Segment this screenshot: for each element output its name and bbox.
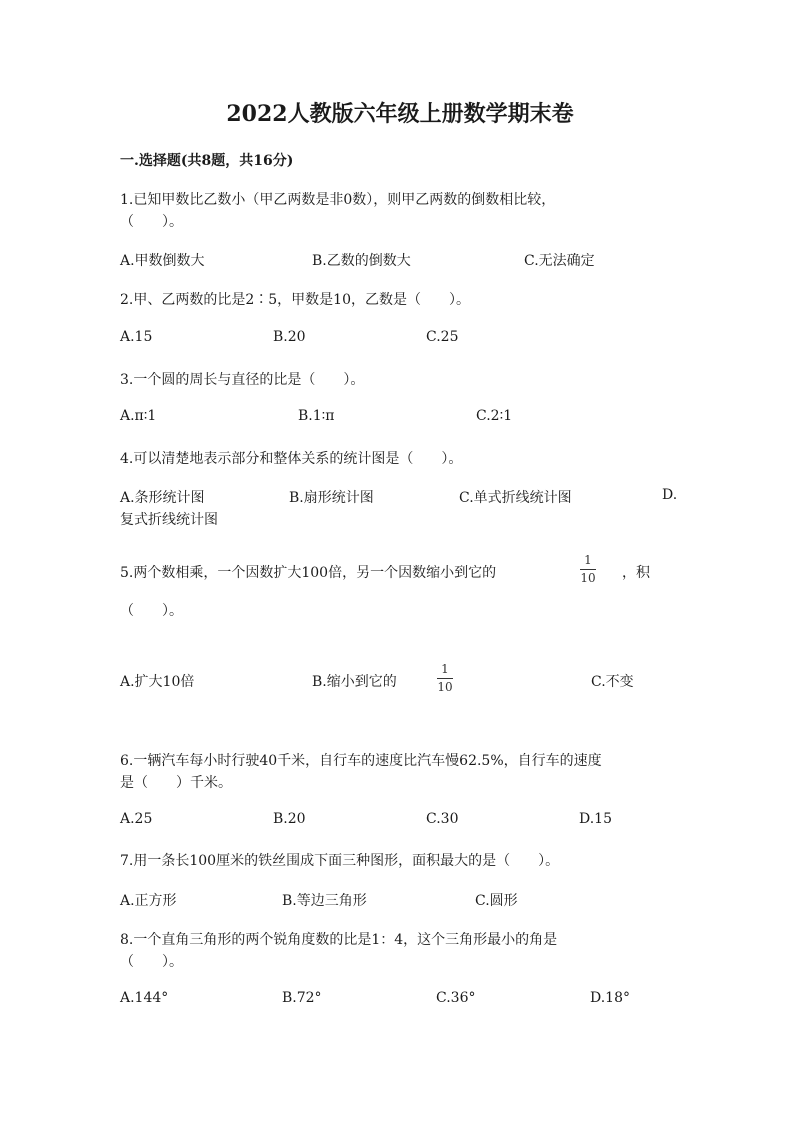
question-7-text: 7.用一条长100厘米的铁丝围成下面三种图形，面积最大的是（ ）。 [120, 853, 560, 869]
question-6-blank: 是（ ）千米。 [120, 775, 232, 791]
question-5-text-tail: ，积 [622, 565, 650, 581]
q7-option-b: B.等边三角形 [282, 893, 367, 909]
q2-option-c: C.25 [426, 329, 459, 345]
q7-option-a: A.正方形 [120, 893, 177, 909]
q4-option-c: C.单式折线统计图 [459, 490, 572, 506]
q4-option-b: B.扇形统计图 [289, 490, 374, 506]
q5-fraction [580, 554, 596, 585]
q2-option-b: B.20 [273, 329, 306, 345]
question-1-blank: （ ）。 [120, 214, 183, 230]
section-heading: 一.选择题(共8题，共16分) [120, 153, 294, 169]
q5-option-a: A.扩大10倍 [120, 674, 195, 690]
q6-option-d: D.15 [579, 811, 612, 827]
q8-option-c: C.36° [436, 990, 476, 1006]
q8-option-d: D.18° [590, 990, 630, 1006]
question-3-text: 3.一个圆的周长与直径的比是（ ）。 [120, 372, 365, 388]
question-1-text: 1.已知甲数比乙数小（甲乙两数是非0数），则甲乙两数的倒数相比较， [120, 192, 556, 208]
q3-option-c: C.2∶1 [476, 408, 513, 424]
q1-option-b: B.乙数的倒数大 [312, 253, 411, 269]
question-2-text: 2.甲、乙两数的比是2∶5，甲数是10，乙数是（ ）。 [120, 292, 470, 308]
q8-option-b: B.72° [282, 990, 322, 1006]
q1-option-c: C.无法确定 [524, 253, 595, 269]
q4-option-d: D. [662, 487, 678, 503]
question-8-text: 8.一个直角三角形的两个锐角度数的比是1：4，这个三角形最小的角是 [120, 932, 558, 948]
question-6-text: 6.一辆汽车每小时行驶40千米，自行车的速度比汽车慢62.5%，自行车的速度 [120, 753, 602, 769]
q2-option-a: A.15 [120, 329, 153, 345]
fraction-bar [437, 678, 453, 679]
fraction-numerator: 1 [441, 662, 449, 676]
q5-option-b: B.缩小到它的 [312, 674, 397, 690]
q6-option-a: A.25 [120, 811, 153, 827]
q1-option-a: A.甲数倒数大 [120, 253, 205, 269]
q4-option-d-text: 复式折线统计图 [120, 512, 218, 528]
question-4-text: 4.可以清楚地表示部分和整体关系的统计图是（ ）。 [120, 451, 463, 467]
fraction-denominator: 10 [437, 680, 453, 694]
q6-option-c: C.30 [426, 811, 459, 827]
fraction-denominator: 10 [580, 571, 596, 585]
q7-option-c: C.圆形 [475, 893, 518, 909]
q3-option-b: B.1∶π [298, 408, 335, 424]
question-5-blank: （ ）。 [120, 603, 183, 619]
fraction-numerator: 1 [584, 553, 592, 567]
page-title: 2022人教版六年级上册数学期末卷 [226, 101, 574, 127]
q8-option-a: A.144° [120, 990, 169, 1006]
question-5-text: 5.两个数相乘，一个因数扩大100倍，另一个因数缩小到它的 [120, 565, 497, 581]
fraction-bar [580, 569, 596, 570]
q5-option-c: C.不变 [591, 674, 634, 690]
question-8-blank: （ ）。 [120, 954, 183, 970]
q3-option-a: A.π∶1 [120, 408, 157, 424]
q5-option-b-fraction [437, 663, 453, 694]
q4-option-a: A.条形统计图 [120, 490, 205, 506]
q6-option-b: B.20 [273, 811, 306, 827]
